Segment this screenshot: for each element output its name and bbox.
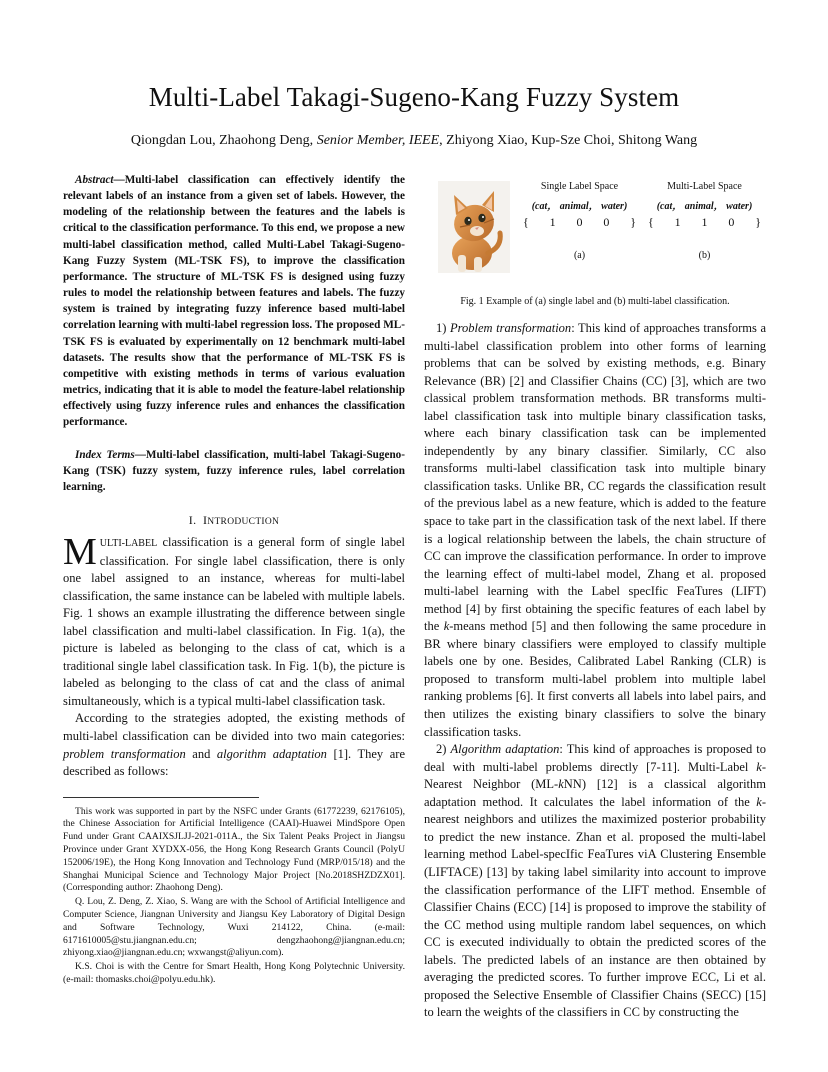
item-number-2: 2) xyxy=(436,742,451,757)
authors-text-2: , Zhiyong Xiao, Kup-Sze Choi, Shitong Wang xyxy=(439,133,698,148)
k-symbol: k xyxy=(756,794,762,809)
abstract-label: Abstract xyxy=(75,174,114,186)
aa-text-d: -nearest neighbors and utilizes the maximized posterior probability to predict the new instance. Zhan et al. proposed the multi-label learning method Label-specIfic FeaTures viA Clustering Ensemble (LIFTACE) [13] by taking label similarity into account to improve the classification performance of the LIFT method. Ensemble of Classifier Chains (ECC) [14] is proposed to improve the stability of the CC method using multiple random label sequences, on which CC is executed individually to obtain the predicted scores of the labels. The predicted labels of an instance are then obtained by averaging the predicted scores. To further improve ECC, Li et al. proposed the Selective Ensemble of Classifier Chains (SECC) [15] to learn the weights of the classifiers in CC by constructing the xyxy=(424,794,766,1020)
footnote-affiliation-2: K.S. Choi is with the Centre for Smart Health, Hong Kong Polytechnic University. (e-mail: thomasks.choi@polyu.edu.hk). xyxy=(63,961,405,985)
panel-a-label-vector xyxy=(517,215,642,233)
brace-open: { xyxy=(648,215,654,229)
figure-1 xyxy=(424,181,766,287)
k-symbol: k xyxy=(756,759,762,774)
panel-b-title: Multi-Label Space xyxy=(667,181,742,192)
author-list xyxy=(0,133,828,149)
term-algorithm-adaptation-heading: Algorithm adaptation xyxy=(450,742,560,757)
pt-text-a: : This kind of approaches transforms a multi-label classification problem into other forms of learning problems that can be solved by existing methods, e.g. Binary Relevance (BR) [2] and Classifier Chains (CC) [3], which are two classical problem transformation methods. BR transforms multi-label classification task into multiple binary classification tasks, where each binary classification task can be implemented independently by any binary classifier. Similarly, CC also transforms multi-label classification task into multiple binary classification tasks. Unlike BR, CC regards the classification result of the previous label as a new feature, which is added to the feature space to take part in the classification task of the next label. If there is a logical relationship between the labels, the chain structure of CC can improve the classification performance. In order to improve the learning effect of multi-label model, Zhang et al. proposed multi-label learning with the Label specIfic FeaTures (LIFT) method [4] by first obtaining the specific features of each label by the xyxy=(424,321,766,634)
index-terms-label: Index Terms xyxy=(75,448,135,461)
panel-a-label-set: (cat， animal， water) xyxy=(531,201,628,212)
aa-text-a: : This kind of approaches is proposed to deal with multi-label problems directly [7-11]. Multi-Label xyxy=(424,742,766,774)
intro-p2-pre: According to the strategies adopted, the existing methods of multi-label classification can be divided into two main categories: xyxy=(63,711,405,743)
right-column xyxy=(424,170,766,1022)
item-number-1: 1) xyxy=(436,321,450,335)
problem-transformation-paragraph xyxy=(424,320,766,741)
figure-panel-b xyxy=(642,181,767,261)
left-column xyxy=(63,170,405,988)
section-initial: I xyxy=(203,512,208,527)
k-symbol: k xyxy=(558,777,564,792)
brace-open: { xyxy=(523,215,529,229)
abstract-text: —Multi-label classification can effectively identify the relevant labels of an instance from a given set of labels. However, the modeling of the relationship between the features and the labels is critical to the classification performance. To this end, we propose a new multi-label classification method, called Multi-Label Takagi-Sugeno-Kang Fuzzy System (ML-TSK FS), to improve the classification performance. The structure of ML-TSK FS is designed using fuzzy rules to model the relationship between features and labels. The fuzzy system is trained by integrating fuzzy inference based multi-label correlation learning with multi-label regression loss. The proposed ML-TSK FS is evaluated by experimentally on 12 benchmark multi-label datasets. The results show that the performance of ML-TSK FS is competitive with existing methods in terms of various evaluation metrics, indicating that it is able to model the feature-label relationship effectively using fuzzy inference rules and enhances the classification performance. xyxy=(63,174,405,429)
footnote-funding: This work was supported in part by the NSFC under Grants (61772239, 62176105), the Chinese Association for Artificial Intelligence (CAAI)-Huawei MindSpore Open Fund under Grant CAAIXSJLJJ-2021-011A., the Six Talent Peaks Project in Jiangsu Province under Grant XYDXX-056, the Hong Kong Research Grants Council (PolyU 152006/19E), the Hong Kong Innovation and Technology Fund (MRP/015/18) and the Shanghai Municipal Science and Technology Major Project [No.2018SHZDZX01]. (Corresponding author: Zhaohong Deng). xyxy=(63,805,405,894)
paper-title: Multi-Label Takagi-Sugeno-Kang Fuzzy System xyxy=(148,82,680,112)
panel-a-value-2: 0 xyxy=(576,215,583,229)
panel-a-value-1: 1 xyxy=(549,215,556,229)
figure-caption: Fig. 1 Example of (a) single label and (b) multi-label classification. xyxy=(460,296,730,307)
index-terms-text: —Multi-label classification, multi-label Takagi-Sugeno-Kang (TSK) fuzzy system, fuzzy inference rules, label correlation learning. xyxy=(63,448,405,493)
drop-cap: M xyxy=(63,530,97,573)
figure-panel-a xyxy=(517,181,642,261)
intro-p2-mid: and xyxy=(185,746,217,761)
panel-b-value-3: 0 xyxy=(728,215,735,229)
term-problem-transformation-heading: Problem transformation xyxy=(450,321,572,335)
footnote-divider xyxy=(63,797,259,798)
kitten-illustration xyxy=(438,181,510,273)
panel-b-label-vector xyxy=(642,215,767,233)
intro-paragraph-1 xyxy=(63,530,405,710)
panel-b-value-2: 1 xyxy=(701,215,708,229)
section-numeral: I. xyxy=(188,512,197,527)
aa-text-c: NN) [12] is a classical algorithm adaptation method. It calculates the label information of the xyxy=(424,777,766,809)
intro-paragraph-2 xyxy=(63,710,405,780)
authors-text-1: Qiongdan Lou, Zhaohong Deng, xyxy=(130,133,317,148)
right-body xyxy=(424,320,766,1022)
k-symbol: k xyxy=(443,619,450,634)
panel-b-sublabel: (b) xyxy=(698,250,711,261)
intro-p1-text: classification is a general form of single label classification. For single label classification, there is only one label assigned to an instance, whereas for multi-label classification, the same instance can be labeled with multiple labels. Fig. 1 shows an example illustrating the difference between single label classification and multi-label classification. In Fig. 1(a), the picture is labeled as belonging to the class of cat, which is a traditional single label classification task. In Fig. 1(b), the picture is labeled as belonging to the class of cat and the class of animal simultaneously, which is a typical multi-label classification task. xyxy=(63,534,405,708)
section-rest: NTRODUCTION xyxy=(207,516,280,527)
algorithm-adaptation-paragraph xyxy=(424,741,766,1022)
brace-close: } xyxy=(630,215,636,229)
aa-text-b: -Nearest Neighbor (ML- xyxy=(424,759,766,792)
footnotes xyxy=(63,806,405,987)
intro-lead: ULTI-LABEL xyxy=(99,537,158,549)
abstract xyxy=(63,172,405,431)
term-algorithm-adaptation: algorithm adaptation xyxy=(216,746,327,761)
authors-role: Senior Member, IEEE xyxy=(316,133,440,148)
term-problem-transformation: problem transformation xyxy=(63,746,186,761)
index-terms xyxy=(63,447,405,495)
footnote-affiliation-1: Q. Lou, Z. Deng, Z. Xiao, S. Wang are with the School of Artificial Intelligence and Computer Science, Jiangnan University and Jiangsu Key Laboratory of Digital Design and Software Technology, Wuxi 214122, China. (e-mail: 6171610005@stu.jiangnan.edu.cn; dengzhaohong@jiangnan.edu.cn; zhiyong.xiao@jiangnan.edu.cn; wxwangst@aliyun.com). xyxy=(63,896,405,959)
panel-a-title: Single Label Space xyxy=(540,181,619,192)
panel-b-label-set: (cat， animal， water) xyxy=(656,201,753,212)
brace-close: } xyxy=(755,215,761,229)
cat-photo xyxy=(438,181,510,273)
panel-a-value-3: 0 xyxy=(603,215,610,229)
section-heading-introduction xyxy=(63,513,405,528)
intro-p2-post: [1]. They are described as follows: xyxy=(63,746,405,779)
pt-text-b: -means method [5] and then following the same procedure in BR where binary classifiers were employed to classify multiple labels one by one. Besides, Calibrated Label Ranking (CLR) is proposed to transform multi-label problem into multiple label ranking problems [6]. It first converts all labels into label pairs, and then utilizes the existing binary classifiers to solve the binary classification tasks. xyxy=(424,619,766,739)
panel-b-value-1: 1 xyxy=(674,215,681,229)
panel-a-sublabel: (a) xyxy=(573,250,586,261)
